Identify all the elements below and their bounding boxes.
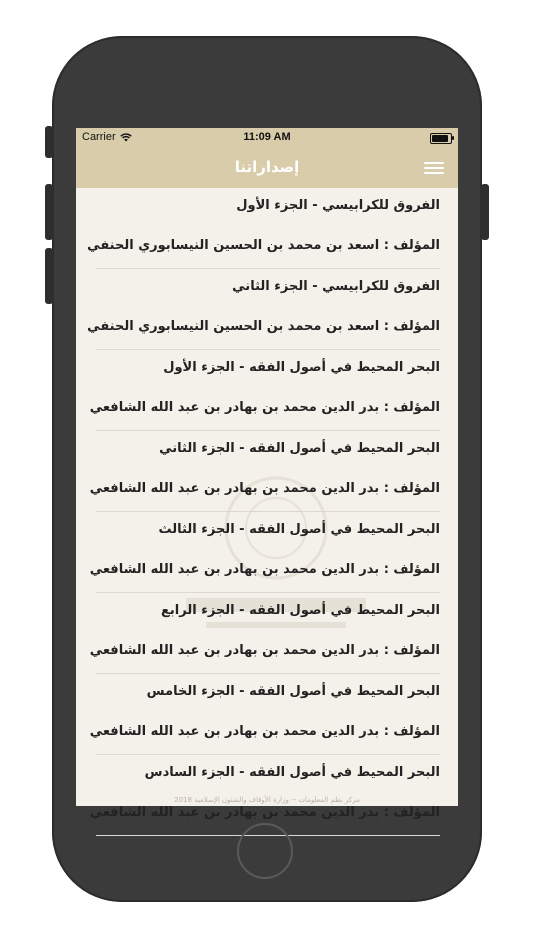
mute-switch — [45, 126, 53, 158]
publication-author: المؤلف : بدر الدين محمد بن بهادر بن عبد الله الشافعي — [89, 562, 440, 577]
status-bar — [76, 128, 458, 148]
home-button[interactable] — [237, 823, 293, 879]
power-button — [481, 184, 489, 240]
list-item[interactable] — [89, 593, 440, 674]
publication-title: البحر المحيط في أصول الفقه - الجزء الثاني — [159, 441, 440, 456]
list-item[interactable] — [89, 431, 440, 512]
list-item[interactable] — [87, 269, 440, 350]
app-screen — [76, 128, 458, 820]
nav-bar — [76, 148, 458, 188]
publication-author: المؤلف : بدر الدين محمد بن بهادر بن عبد الله الشافعي — [89, 400, 440, 415]
carrier-label: Carrier — [82, 131, 116, 143]
publication-author: المؤلف : بدر الدين محمد بن بهادر بن عبد الله الشافعي — [89, 643, 440, 658]
list-item[interactable] — [87, 188, 440, 269]
publication-author: المؤلف : بدر الدين محمد بن بهادر بن عبد الله الشافعي — [89, 481, 440, 496]
publication-title: البحر المحيط في أصول الفقه - الجزء الثالث — [158, 522, 440, 537]
publication-title: الفروق للكرابيسي - الجزء الأول — [236, 198, 440, 213]
publication-title: البحر المحيط في أصول الفقه - الجزء السادس — [144, 765, 440, 780]
publication-title: الفروق للكرابيسي - الجزء الثاني — [232, 279, 440, 294]
publication-title: البحر المحيط في أصول الفقه - الجزء الأول — [163, 360, 440, 375]
publication-title: البحر المحيط في أصول الفقه - الجزء الخامس — [146, 684, 440, 699]
footer-text: مركز نظم المعلومات -- وزارة الأوقاف والشئون الإسلامية 2018 — [174, 796, 360, 804]
publication-author: المؤلف : بدر الدين محمد بن بهادر بن عبد الله الشافعي — [89, 724, 440, 739]
list-item[interactable] — [89, 674, 440, 755]
list-item[interactable] — [89, 512, 440, 593]
battery-icon — [430, 133, 452, 144]
battery-level — [432, 135, 448, 142]
publication-author: المؤلف : اسعد بن محمد بن الحسين النيسابوري الحنفي — [87, 319, 440, 334]
volume-up-button — [45, 184, 53, 240]
hamburger-menu-icon[interactable] — [424, 159, 444, 177]
volume-down-button — [45, 248, 53, 304]
publication-title: البحر المحيط في أصول الفقه - الجزء الرابع — [161, 603, 440, 618]
publications-list[interactable] — [76, 188, 458, 820]
status-time: 11:09 AM — [243, 131, 291, 143]
page-title: إصداراتنا — [234, 158, 300, 176]
publication-author: المؤلف : اسعد بن محمد بن الحسين النيسابوري الحنفي — [87, 238, 440, 253]
publication-author: المؤلف : بدر الدين محمد بن بهادر بن عبد الله الشافعي — [89, 805, 440, 820]
list-item[interactable] — [89, 350, 440, 431]
